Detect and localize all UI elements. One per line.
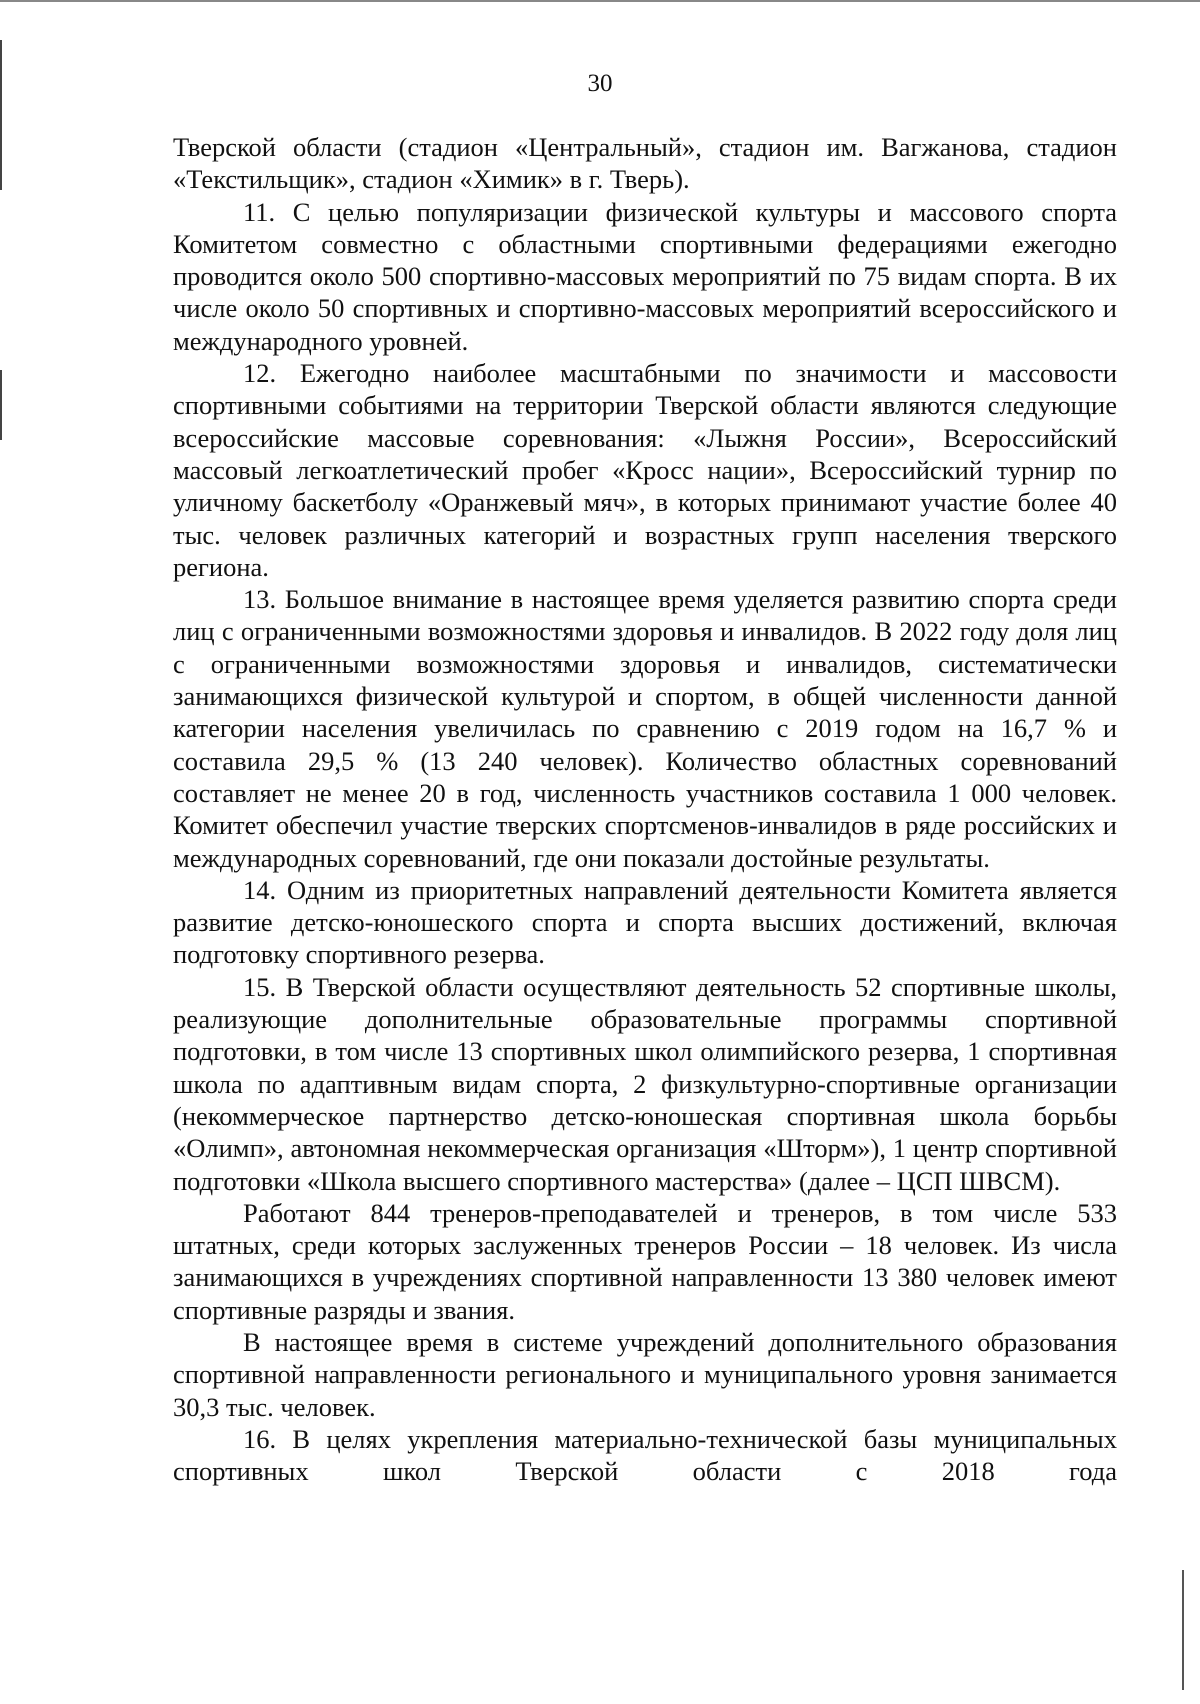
scan-edge-left (0, 370, 2, 440)
scan-edge-left (0, 40, 2, 190)
paragraph-12: 12. Ежегодно наиболее масштабными по значимости и массовости спортивными событиями на территории Тверской области являются следующие всероссийские массовые соревнования: «Лыжня России», Всероссийский массовый легкоатлетический пробег «Кросс нации», Всероссийский турнир по уличному баскетболу «Оранжевый мяч», в которых принимают участие более 40 тыс. человек различных категорий и возрастных групп населения тверского региона. (173, 358, 1117, 582)
paragraph-11: 11. С целью популяризации физической культуры и массового спорта Комитетом совместно с областными спортивными федерациями ежегодно проводится около 500 спортивно-массовых мероприятий по 75 видам спорта. В их числе около 50 спортивных и спортивно-массовых мероприятий всероссийского и международного уровней. (173, 196, 1117, 356)
paragraph-14: 14. Одним из приоритетных направлений деятельности Комитета является развитие детско-юношеского спорта и спорта высших достижений, включая подготовку спортивного резерва. (173, 874, 1117, 970)
page-number: 30 (587, 70, 613, 97)
scan-edge-right (1182, 1570, 1184, 1690)
paragraph-continuation: Тверской области (стадион «Центральный», стадион им. Вагжанова, стадион «Текстильщик», стадион «Химик» в г. Тверь). (173, 132, 1117, 195)
paragraph-16: 16. В целях укрепления материально-технической базы муниципальных спортивных школ Тверской области с 2018 года (173, 1423, 1117, 1487)
paragraph-coaches: Работают 844 тренеров-преподавателей и тренеров, в том числе 533 штатных, среди которых заслуженных тренеров России – 18 человек. Из числа занимающихся в учреждениях спортивной направленности 13 380 человек имеют спортивные разряды и звания. (173, 1197, 1117, 1325)
paragraph-enrollment: В настоящее время в системе учреждений дополнительного образования спортивной направленности регионального и муниципального уровня занимается 30,3 тыс. человек. (173, 1326, 1117, 1422)
paragraph-15: 15. В Тверской области осуществляют деятельность 52 спортивные школы, реализующие дополнительные образовательные программы спортивной подготовки, в том числе 13 спортивных школ олимпийского резерва, 1 спортивная школа по адаптивным видам спорта, 2 физкультурно-спортивные организации (некоммерческое партнерство детско-юношеская спортивная школа борьбы «Олимп», автономная некоммерческая организация «Шторм»), 1 центр спортивной подготовки «Школа высшего спортивного мастерства» (далее – ЦСП ШВСМ). (173, 971, 1117, 1196)
paragraph-13: 13. Большое внимание в настоящее время уделяется развитию спорта среди лиц с ограниченными возможностями здоровья и инвалидов. В 2022 году доля лиц с ограниченными возможностями здоровья и инвалидов, систематически занимающихся физической культурой и спортом, в общей численности данной категории населения увеличилась по сравнению с 2019 годом на 16,7 % и составила 29,5 % (13 240 человек). Количество областных соревнований составляет не менее 20 в год, численность участников составила 1 000 человек. Комитет обеспечил участие тверских спортсменов-инвалидов в ряде российских и международных соревнований, где они показали достойные результаты. (173, 584, 1117, 873)
document-body (173, 131, 1117, 1487)
scan-edge-top (0, 0, 1200, 2)
